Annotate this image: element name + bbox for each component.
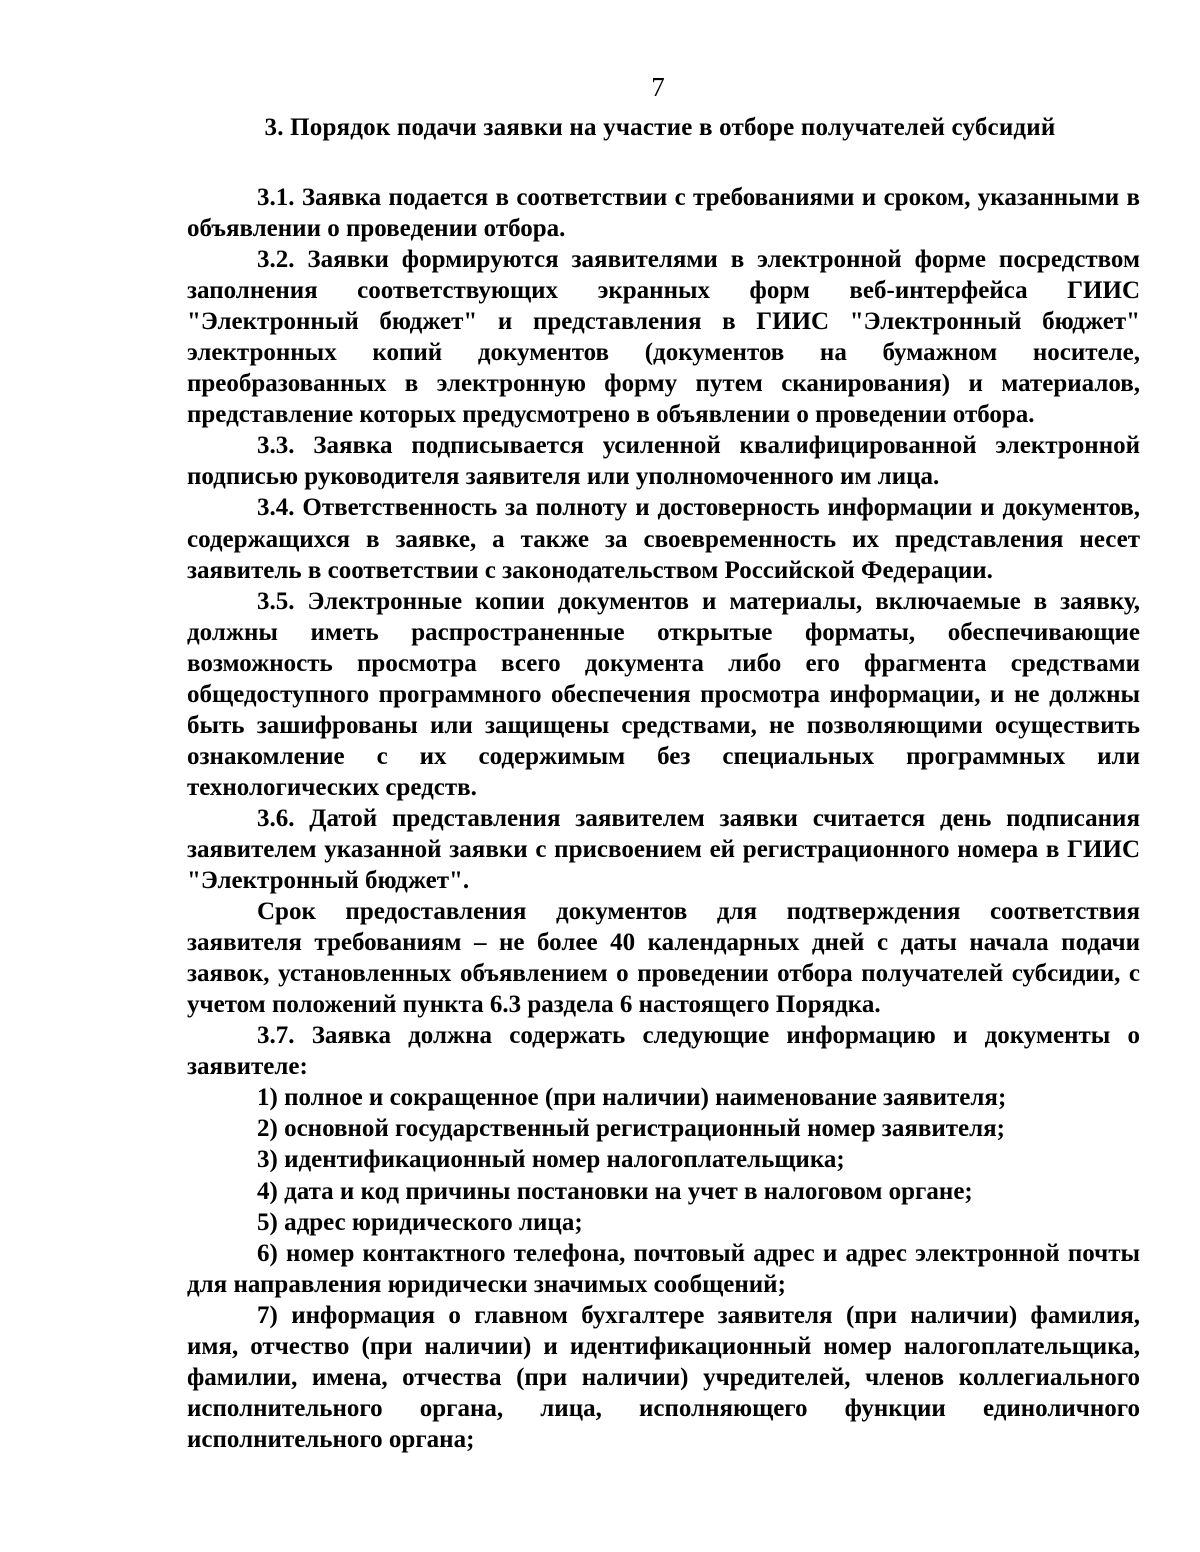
paragraph-3-5: 3.5. Электронные копии документов и материалы, включаемые в заявку, должны иметь распространенные открытые форматы, обеспечивающие возможность просмотра всего документа либо его фрагмента средствами общедоступного программного обеспечения просмотра информации, и не должны быть зашифрованы или защищены средствами, не позволяющими осуществить ознакомление с их содержимым без специальных программных или технологических средств. xyxy=(187,587,1140,801)
paragraph-3-2: 3.2. Заявки формируются заявителями в электронной форме посредством заполнения соответствующих экранных форм веб-интерфейса ГИИС "Электронный бюджет" и представления в ГИИС "Электронный бюджет" электронных копий документов (документов на бумажном носителе, преобразованных в электронную форму путем сканирования) и материалов, представление которых предусмотрено в объявлении о проведении отбора. xyxy=(187,246,1140,429)
list-item-1: 1) полное и сокращенное (при наличии) наименование заявителя; xyxy=(257,1084,1007,1112)
list-item-4: 4) дата и код причины постановки на учет в налоговом органе; xyxy=(257,1177,973,1205)
paragraph-3-6: 3.6. Датой представления заявителем заявки считается день подписания заявителем указанной заявки с присвоением ей регистрационного номера в ГИИС "Электронный бюджет". xyxy=(187,804,1140,895)
section-heading: 3. Порядок подачи заявки на участие в отборе получателей субсидий xyxy=(264,114,1056,141)
page-number: 7 xyxy=(651,72,665,102)
list-item-2: 2) основной государственный регистрационный номер заявителя; xyxy=(257,1115,1006,1143)
list-item-3: 3) идентификационный номер налогоплательщика; xyxy=(257,1146,845,1174)
paragraph-3-4: 3.4. Ответственность за полноту и достоверность информации и документов, содержащихся в заявке, а также за своевременность их представления несет заявитель в соответствии с законодательством Российской Федерации. xyxy=(187,494,1140,584)
list-item-7: 7) информация о главном бухгалтере заявителя (при наличии) фамилия, имя, отчество (при наличии) и идентификационный номер налогоплательщика, фамилии, имена, отчества (при наличии) учредителей, членов коллегиального исполнительного органа, лица, исполняющего функции единоличного исполнительного органа; xyxy=(187,1301,1140,1453)
document-body xyxy=(187,182,1140,1455)
list-item-6: 6) номер контактного телефона, почтовый адрес и адрес электронной почты для направления юридически значимых сообщений; xyxy=(187,1239,1140,1298)
list-item-5: 5) адрес юридического лица; xyxy=(257,1208,583,1236)
paragraph-deadline: Срок предоставления документов для подтверждения соответствия заявителя требованиям – не более 40 календарных дней с даты начала подачи заявок, установленных объявлением о проведении отбора получателей субсидии, с учетом положений пункта 6.3 раздела 6 настоящего Порядка. xyxy=(187,898,1140,1019)
paragraph-3-3: 3.3. Заявка подписывается усиленной квалифицированной электронной подписью руководителя заявителя или уполномоченного им лица. xyxy=(187,432,1140,491)
paragraph-3-7: 3.7. Заявка должна содержать следующие информацию и документы о заявителе: xyxy=(187,1022,1140,1081)
paragraph-3-1: 3.1. Заявка подается в соответствии с требованиями и сроком, указанными в объявлении о проведении отбора. xyxy=(187,184,1140,243)
